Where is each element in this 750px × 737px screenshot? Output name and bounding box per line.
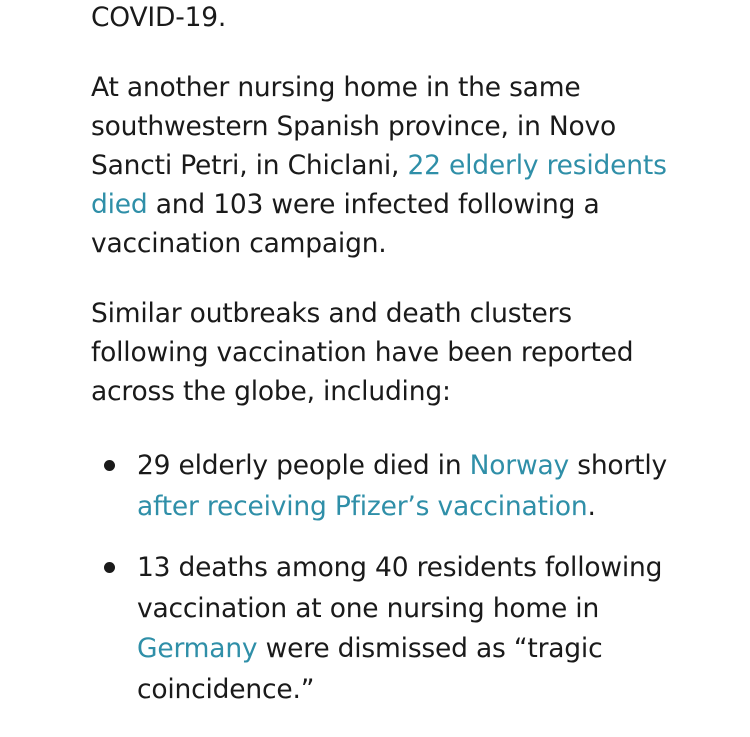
paragraph-similar-outbreaks <box>91 294 690 411</box>
paragraph-spain-text-start: At another nursing home in the same southwestern Spanish province, in Novo Sancti Petri, in Chiclani, <box>91 72 617 181</box>
list-item-norway <box>91 446 690 527</box>
paragraph-covid <box>91 0 690 37</box>
list-item-germany-text-1: 13 deaths among 40 residents following vaccination at one nursing home in <box>137 552 663 624</box>
link-22-elderly-residents-died[interactable]: 22 elderly residents died <box>91 150 667 220</box>
bullet-dot-icon <box>104 562 115 573</box>
list-item-germany-text-2: were dismissed as “tragic coincidence.” <box>137 633 603 705</box>
paragraph-covid-text: COVID-19. <box>91 2 227 33</box>
list-item-germany <box>91 548 690 710</box>
list-item-norway-text-1: 29 elderly people died in <box>137 450 470 481</box>
bullet-dot-icon <box>104 460 115 471</box>
list-item-norway-text-3: . <box>587 490 596 522</box>
paragraph-spain-text-end: and 103 were infected following a vaccination campaign. <box>91 189 600 259</box>
link-after-receiving-pfizer-vaccination[interactable]: after receiving Pfizer’s vaccination <box>137 490 588 522</box>
paragraph-similar-outbreaks-text: Similar outbreaks and death clusters following vaccination have been reported across the globe, including: <box>91 298 634 407</box>
list-item-norway-text-2: shortly <box>569 450 667 481</box>
link-germany[interactable]: Germany <box>137 633 258 664</box>
link-norway[interactable]: Norway <box>469 450 569 481</box>
paragraph-spain-nursing-home <box>91 68 690 263</box>
outbreak-list <box>91 446 690 710</box>
